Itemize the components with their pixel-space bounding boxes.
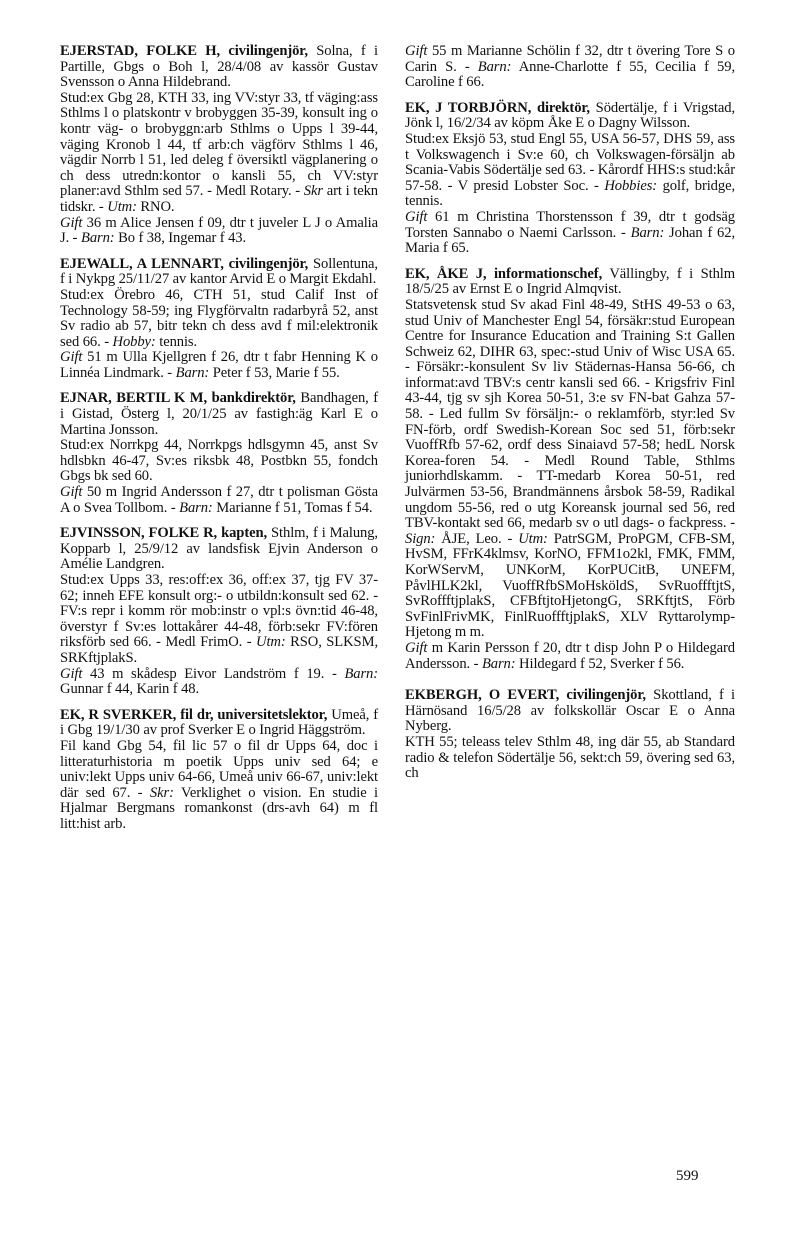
entry-label: Barn: (481, 655, 516, 672)
directory-entry (405, 267, 735, 672)
entry-text: Johan f 62, Maria f 65. (405, 224, 735, 257)
entry-label: Barn: (477, 58, 512, 75)
entry-text: m Karin Persson f 20, dtr t disp John P o Hildegard Andersson. - (405, 639, 735, 672)
entry-text: 55 m Marianne Schölin f 32, dtr t övering Tore S o Carin S. - (405, 43, 735, 75)
entry-text: Södertälje, f i Vrigstad, Jönk l, 16/2/34 av köpm Åke E o Dagny Wilsson. (405, 99, 735, 132)
entry-paragraph (405, 641, 735, 672)
entry-paragraph (405, 101, 735, 132)
entry-paragraph (60, 708, 378, 739)
directory-entry (60, 391, 378, 516)
entry-paragraph (60, 91, 378, 216)
entry-text: Hildegard f 52, Sverker f 56. (515, 655, 685, 672)
entry-text: Solna, f i Partille, Gbgs o Boh l, 28/4/08 av kassör Gustav Svensson o Anna Hildebrand. (60, 43, 378, 91)
entry-label: Hobby: (112, 333, 156, 350)
entry-heading: EJNAR, BERTIL K M, bankdirektör, (60, 390, 296, 407)
entry-text: Sollentuna, f i Nykpg 25/11/27 av kantor Arvid E o Margit Ekdahl. (60, 255, 378, 288)
entry-paragraph (60, 526, 378, 573)
entry-label: Barn: (81, 230, 115, 247)
entry-text: Stud:ex Gbg 28, KTH 33, ing VV:styr 33, tf väging:ass Sthlms l o platskontr v brobyggen 35-39, konsult ing o kontr väg- o brobyggn:arb Sthlms o Upps l 39-44, väging Kronob l 44, tf arb:ch vägförv Sthlms l 46, vägdir Norrb l 51, led deleg f översiktl vägplanering o ch dess utredn:kontor o kansli 55, ch VV:styr planer:avd Sthlm sed 57. - Medl Rotary. - (60, 89, 378, 200)
entry-label: Utm: (256, 634, 286, 651)
entry-paragraph (60, 216, 378, 247)
entry-text: RSO, SLKSM, SRKftjplakS. (60, 634, 378, 666)
entry-text: Bandhagen, f i Gistad, Österg l, 20/1/25 av fastigh:äg Karl E o Martina Jonsson. (60, 390, 378, 438)
entry-paragraph (60, 44, 378, 91)
entry-text: Statsvetensk stud Sv akad Finl 48-49, StHS 49-53 o 63, stud Univ of Manchester Engl 54, försäkr:stud European Centre for Insurance Education and Training S:t Gallen Schweiz 62, DIHR 63, spec:-stud Univ of Wisc USA 65. - Försäkr:-konsulent Sv liv Städernas-Hansa 56-66, ch informat:avd TBV:s centr kansli sed 66. - Krigsfriv Finl 43-44, tjg sv sjh Korea 50-51, 3:e sv FN-bat Gahza 57-58. - Led fullm Sv försäljn:- o reklamförb, styr:led Sv FN-förb, ordf Swedish-Korean Soc sed 51, förb:sekr VuoffRfb 57-62, ordf dess Sinaiavd 57-58; hedL Norsk Korea-foren 54. - Medl Round Table, Sthlms juniorhdlskamm. - TT-medarb Korea 50-51, red Julvärmen 53-56, Brandmännens årsbok 58-59, Radikal ungdom 55-56, red o utg Koreansk journal sed 56, red TBV-kontakt sed 66, medarb sv o utl dags- o fackpress. - (405, 296, 735, 532)
entry-heading: EJERSTAD, FOLKE H, civilingenjör, (60, 43, 308, 59)
entry-text: tennis. (155, 333, 198, 350)
right-column (405, 44, 735, 792)
entry-text: Gunnar f 44, Karin f 48. (60, 681, 200, 698)
entry-text: Skottland, f i Härnösand 16/5/28 av folkskollär Oscar E o Anna Nyberg. (405, 687, 735, 735)
entry-paragraph (60, 485, 378, 516)
directory-entry (405, 44, 735, 91)
entry-text: Marianne f 51, Tomas f 54. (212, 499, 373, 516)
entry-label: Sign: (405, 530, 436, 547)
entry-label: Barn: (179, 499, 213, 516)
entry-text: KTH 55; teleass telev Sthlm 48, ing där 55, ab Standard radio & telefon Södertälje 56, sekt:ch 59, övering sed 63, ch (405, 733, 735, 782)
entry-heading: EK, R SVERKER, fil dr, universitetslektor, (60, 706, 328, 723)
entry-heading: EJVINSSON, FOLKE R, kapten, (60, 525, 268, 542)
entry-text: 50 m Ingrid Andersson f 27, dtr t polisman Gösta A o Svea Tollbom. - (60, 484, 378, 516)
directory-entry (60, 708, 378, 833)
directory-entry (60, 526, 378, 698)
entry-paragraph (405, 688, 735, 735)
entry-text: Stud:ex Upps 33, res:off:ex 36, off:ex 37, tjg FV 37-62; inneh EFE konsult org:- o utbildn:konsult sed 62. - FV:s repr i komm rör mob:instr o vpl:s övn:tid 46-48, överstyr f Sv:es lottakårer 44-48, förb:sekr FV:fören riksförb sed 66. - Medl FrimO. - (60, 572, 378, 651)
entry-text: RNO. (136, 198, 175, 215)
directory-entry (60, 44, 378, 247)
entry-paragraph (405, 210, 735, 257)
entry-label: Skr: (149, 784, 174, 801)
entry-label: Gift (405, 639, 428, 656)
entry-paragraph (60, 257, 378, 288)
entry-label: Utm: (107, 198, 137, 215)
left-column (60, 44, 378, 843)
directory-entry (405, 101, 735, 257)
entry-heading: EJEWALL, A LENNART, civilingenjör, (60, 255, 309, 272)
entry-label: Gift (60, 665, 83, 682)
entry-text: 51 m Ulla Kjellgren f 26, dtr t fabr Henning K o Linnéa Lindmark. - (60, 349, 378, 381)
entry-text: Stud:ex Eksjö 53, stud Engl 55, USA 56-57, DHS 59, ass t Volkswagench i Sv:e 60, ch Volkswagen-försäljn ab Scania-Vabis Södertälje sed 63. - Kårordf HHS:s stud:kår 57-58. - V presid Lobster Soc. - (405, 130, 735, 194)
entry-text: Umeå, f i Gbg 19/1/30 av prof Sverker E o Ingrid Häggström. (60, 706, 378, 739)
entry-text: Bo f 38, Ingemar f 43. (114, 230, 247, 247)
entry-label: Gift (60, 484, 83, 501)
entry-paragraph (405, 132, 735, 210)
entry-text: golf, bridge, tennis. (405, 177, 735, 210)
entry-paragraph (405, 298, 735, 641)
entry-paragraph (405, 44, 735, 91)
entry-paragraph (405, 267, 735, 298)
entry-paragraph (60, 438, 378, 485)
entry-paragraph (60, 739, 378, 833)
entry-text: Stud:ex Örebro 46, CTH 51, stud Calif Inst of Technology 58-59; ing Flygförvaltn radarbyrå 52, anst Sv radio ab 57, bitr tekn ch dess avd f mil:elektronik sed 66. - (60, 286, 378, 350)
entry-text: ÅJE, Leo. - (435, 530, 519, 547)
entry-paragraph (60, 288, 378, 350)
entry-text: 43 m skådesp Eivor Landström f 19. - (82, 665, 345, 682)
entry-paragraph (60, 667, 378, 698)
entry-text: 61 m Christina Thorstensson f 39, dtr t godsäg Torsten Sannabo o Naemi Carlsson. - (405, 208, 735, 241)
entry-label: Barn: (344, 665, 378, 682)
entry-text: Fil kand Gbg 54, fil lic 57 o fil dr Upps 64, doc i litteraturhistoria m poetik Upps univ sed 64; e univ:lekt Upps univ 64-66, Umeå univ 66-67, univ:lekt där sed 67. - (60, 737, 378, 801)
entry-heading: EK, J TORBJÖRN, direktör, (405, 99, 590, 116)
entry-label: Skr (303, 183, 323, 200)
entry-text: art i tekn tidskr. - (60, 183, 379, 215)
entry-text: Vällingby, f i Sthlm 18/5/25 av Ernst E o Ingrid Almqvist. (405, 265, 735, 298)
entry-label: Gift (60, 214, 83, 231)
entry-text: 36 m Alice Jensen f 09, dtr t juveler L J o Amalia J. - (60, 214, 378, 247)
entry-label: Barn: (175, 364, 210, 381)
entry-label: Gift (60, 349, 83, 366)
directory-entry (60, 257, 378, 382)
page-number: 599 (676, 1168, 699, 1184)
directory-entry (405, 688, 735, 782)
entry-label: Gift (405, 43, 428, 59)
entry-paragraph (60, 391, 378, 438)
entry-paragraph (60, 350, 378, 381)
entry-paragraph (60, 573, 378, 667)
entry-heading: EKBERGH, O EVERT, civilingenjör, (405, 687, 646, 704)
entry-text: Stud:ex Norrkpg 44, Norrkpgs hdlsgymn 45, anst Sv hdlsbkn 46-47, Sv:es riksbk 48, Postbkn 55, fondch Gbgs bk sed 60. (60, 437, 378, 485)
entry-text: Sthlm, f i Malung, Kopparb l, 25/9/12 av landsfisk Ejvin Anderson o Amélie Landgren. (60, 525, 378, 573)
entry-label: Utm: (518, 530, 548, 547)
entry-label: Hobbies: (604, 177, 658, 194)
entry-text: Anne-Charlotte f 55, Cecilia f 59, Caroline f 66. (405, 58, 735, 91)
entry-label: Barn: (630, 224, 665, 241)
entry-label: Gift (405, 208, 428, 225)
entry-paragraph (405, 735, 735, 782)
entry-heading: EK, ÅKE J, informationschef, (405, 265, 603, 282)
entry-text: PatrSGM, ProPGM, CFB-SM, HvSM, FFrK4klmsv, KorNO, FFM1o2kl, FMK, FMM, KorWServM, UNKorM, KorPUCitB, UNEFM, PåvlHLK2kl, VuoffRfbSMoHsköldS, SvRuoffftjtS, SvRoffftjplakS, CFBftjtoHjetongG, SRKftjtS, Förb SvFinlFrivMK, FinlRuoffftjplakS, XLV Ryttarolymp-Hjetong m m. (405, 530, 735, 641)
entry-text: Verklighet o vision. En studie i Hjalmar Bergmans romankonst (drs-avh 64) m fl litt:hist arb. (60, 784, 378, 832)
entry-text: Peter f 53, Marie f 55. (209, 364, 340, 381)
